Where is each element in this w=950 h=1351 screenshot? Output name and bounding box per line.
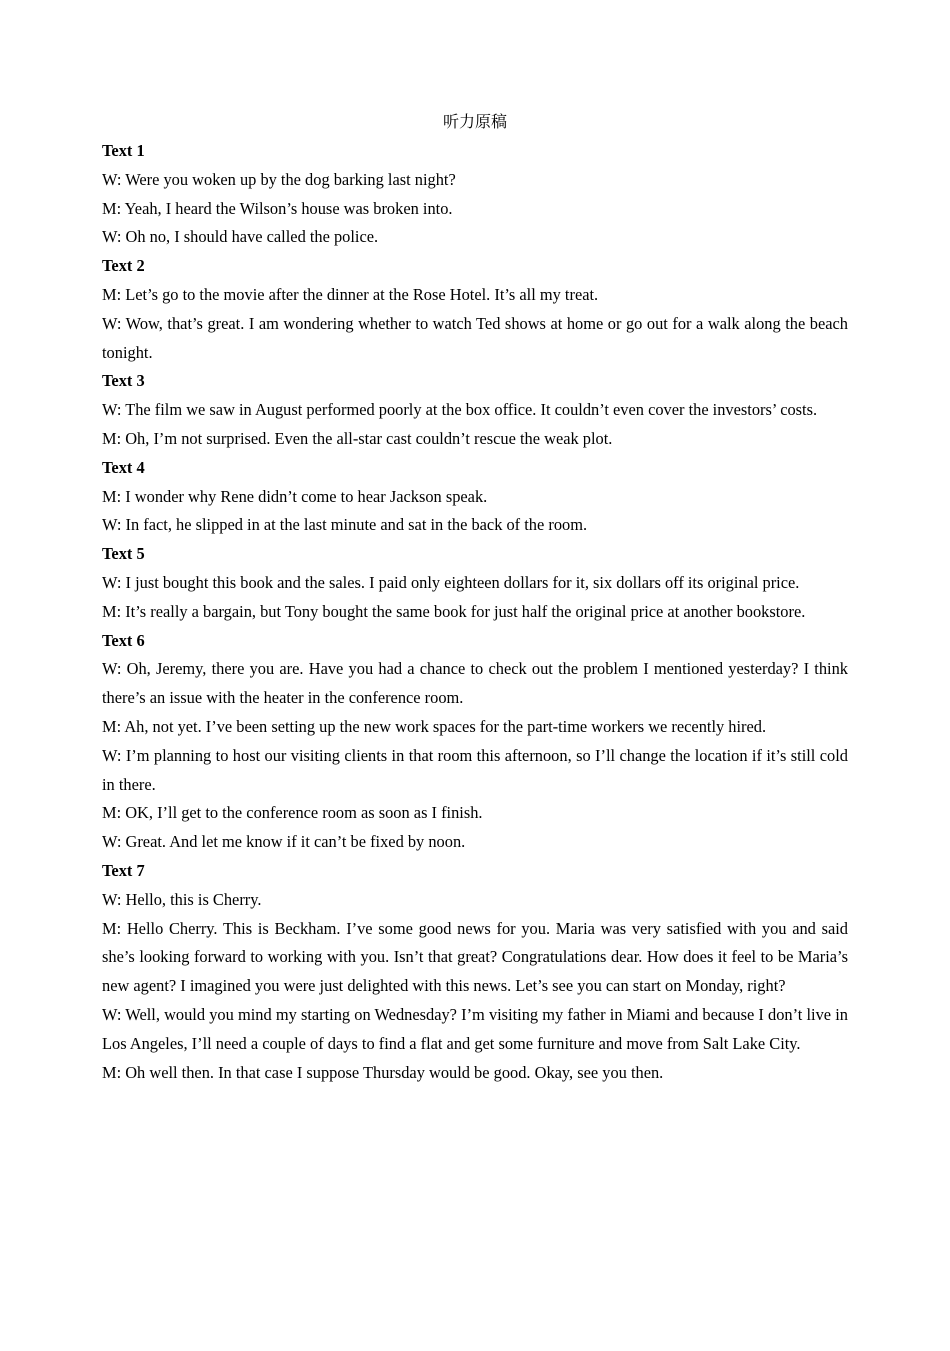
text-section-6	[102, 627, 848, 857]
section-heading: Text 2	[102, 256, 145, 276]
section-heading: Text 7	[102, 860, 145, 880]
dialogue-line: M: OK, I’ll get to the conference room as soon as I finish.	[102, 803, 483, 823]
dialogue-line: M: Oh well then. In that case I suppose Thursday would be good. Okay, see you then.	[102, 1062, 664, 1082]
section-heading: Text 6	[102, 630, 145, 650]
dialogue-line: W: Oh no, I should have called the police.	[102, 227, 379, 247]
dialogue-line: M: Let’s go to the movie after the dinner at the Rose Hotel. It’s all my treat.	[102, 284, 599, 304]
dialogue-line: M: Ah, not yet. I’ve been setting up the new work spaces for the part-time workers we recently hired.	[102, 716, 767, 736]
dialogue-line: W: Oh, Jeremy, there you are. Have you had a chance to check out the problem I mentioned yesterday? I think there’s an issue with the heater in the conference room.	[102, 659, 848, 708]
dialogue-line: W: Hello, this is Cherry.	[102, 889, 262, 909]
text-section-5	[102, 540, 848, 626]
dialogue-line: W: Were you woken up by the dog barking last night?	[102, 169, 456, 189]
dialogue-line: M: It’s really a bargain, but Tony bought the same book for just half the original price at another bookstore.	[102, 601, 806, 621]
text-section-2	[102, 252, 848, 367]
document-title: 听力原稿	[442, 112, 507, 131]
dialogue-line: M: I wonder why Rene didn’t come to hear Jackson speak.	[102, 486, 488, 506]
section-heading: Text 3	[102, 371, 145, 391]
text-section-1	[102, 137, 848, 252]
dialogue-line: W: I’m planning to host our visiting clients in that room this afternoon, so I’ll change the location if it’s still cold in there.	[102, 745, 848, 794]
dialogue-line: W: Wow, that’s great. I am wondering whether to watch Ted shows at home or go out for a walk along the beach tonight.	[102, 313, 848, 362]
dialogue-line: W: The film we saw in August performed poorly at the box office. It couldn’t even cover the investors’ costs.	[102, 400, 818, 420]
text-section-3	[102, 367, 848, 453]
text-section-4	[102, 454, 848, 540]
section-heading: Text 5	[102, 544, 145, 564]
dialogue-line: W: In fact, he slipped in at the last minute and sat in the back of the room.	[102, 515, 588, 535]
dialogue-line: M: Yeah, I heard the Wilson’s house was broken into.	[102, 198, 453, 218]
section-heading: Text 4	[102, 457, 145, 477]
dialogue-line: M: Oh, I’m not surprised. Even the all-star cast couldn’t rescue the weak plot.	[102, 428, 613, 448]
dialogue-line: M: Hello Cherry. This is Beckham. I’ve some good news for you. Maria was very satisfied with you and said she’s looking forward to working with you. Isn’t that great? Congratulations dear. How does it feel to be Maria’s new agent? I imagined you were just delighted with this news. Let’s see you can start on Monday, right?	[102, 918, 848, 996]
section-heading: Text 1	[102, 141, 145, 160]
dialogue-line: W: Great. And let me know if it can’t be fixed by noon.	[102, 832, 466, 852]
text-section-7	[102, 857, 848, 1087]
dialogue-line: W: I just bought this book and the sales. I paid only eighteen dollars for it, six dollars off its original price.	[102, 572, 800, 592]
transcript-body	[102, 137, 848, 1087]
dialogue-line: W: Well, would you mind my starting on Wednesday? I’m visiting my father in Miami and because I don’t live in Los Angeles, I’ll need a couple of days to find a flat and get some furniture and move from Salt Lake City.	[102, 1004, 848, 1053]
